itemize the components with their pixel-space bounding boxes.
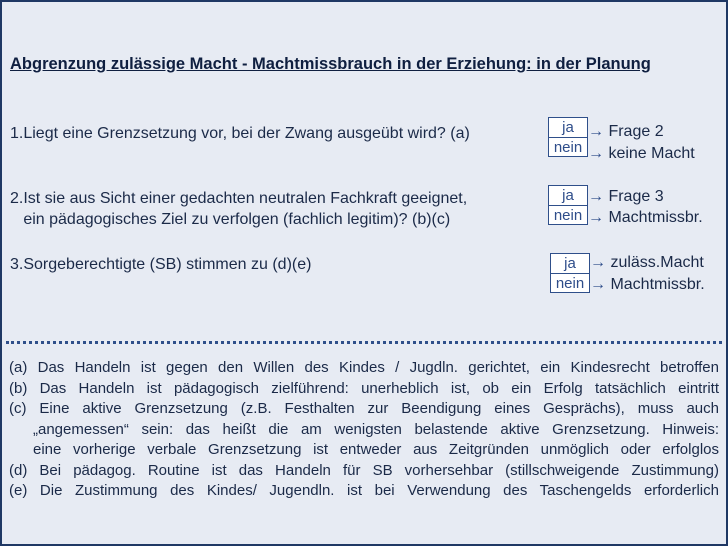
footnote-e: (e) Die Zustimmung des Kindes/ Jugendln. ist bei Verwendung des Taschengelds erforderlich [9, 482, 719, 499]
result-text: Frage 3 [608, 188, 664, 205]
footnote-c-continued: „angemessen“ sein: das heißt die am wenigsten belastende aktive Grenzsetzung. Hinweis: [33, 420, 719, 438]
decision-1-no-result [588, 145, 695, 163]
decision-box-3 [550, 253, 590, 293]
decision-2-yes-result [588, 188, 664, 206]
question-1-text: 1.Liegt eine Grenzsetzung vor, bei der Zwang ausgeübt wird? (a) [10, 125, 470, 142]
yes-label: ja [551, 254, 589, 274]
result-text: Frage 2 [608, 123, 664, 140]
result-text: Machtmissbr. [608, 209, 703, 226]
arrow-right-icon: → [588, 209, 604, 226]
footnote-d: (d) Bei pädagog. Routine ist das Handeln für SB vorhersehbar (stillschweigende Zustimmung) [9, 461, 719, 479]
footnote-a: (a) Das Handeln ist gegen den Willen des Kindes / Jugdln. gerichtet, ein Kindesrecht betroffen [9, 359, 719, 376]
arrow-right-icon: → [590, 254, 606, 271]
yes-label: ja [549, 118, 587, 138]
footnote-c: (c) Eine aktive Grenzsetzung (z.B. Festhalten zur Beendigung eines Gesprächs), muss auch [9, 400, 719, 417]
decision-box-2 [548, 185, 588, 225]
question-2-line-1: 2.Ist sie aus Sicht einer gedachten neutralen Fachkraft geeignet, [10, 190, 468, 207]
arrow-right-icon: → [588, 188, 604, 205]
result-text: keine Macht [608, 145, 695, 162]
decision-1-yes-result [588, 123, 664, 141]
decision-3-yes-result [590, 254, 704, 272]
footnote-b: (b) Das Handeln ist pädagogisch zielführend: unerheblich ist, ob ein Erfolg tatsächlich eintritt [9, 379, 719, 397]
result-text: zuläss.Macht [610, 254, 704, 271]
no-label: nein [555, 275, 585, 292]
decision-box-1 [548, 117, 588, 157]
no-label: nein [553, 139, 583, 156]
decision-2-no-result [588, 209, 703, 227]
result-text: Machtmissbr. [610, 276, 705, 293]
question-3-text: 3.Sorgeberechtigte (SB) stimmen zu (d)(e) [10, 256, 312, 273]
footnotes [9, 358, 719, 502]
question-2-line-2: ein pädagogisches Ziel zu verfolgen (fachlich legitim)? (b)(c) [10, 211, 451, 228]
page-title: Abgrenzung zulässige Macht - Machtmissbrauch in der Erziehung: in der Planung [10, 55, 651, 73]
no-label: nein [553, 207, 583, 224]
decision-3-no-result [590, 276, 705, 294]
arrow-right-icon: → [590, 276, 606, 293]
dotted-divider [6, 341, 722, 344]
arrow-right-icon: → [588, 145, 604, 162]
yes-label: ja [549, 186, 587, 206]
question-2 [10, 188, 467, 230]
question-1 [10, 123, 470, 144]
arrow-right-icon: → [588, 123, 604, 140]
footnote-c-continued: eine vorherige verbale Grenzsetzung ist entweder aus Zeitgründen unmöglich oder erfolglos [33, 441, 719, 458]
question-3 [10, 254, 311, 275]
